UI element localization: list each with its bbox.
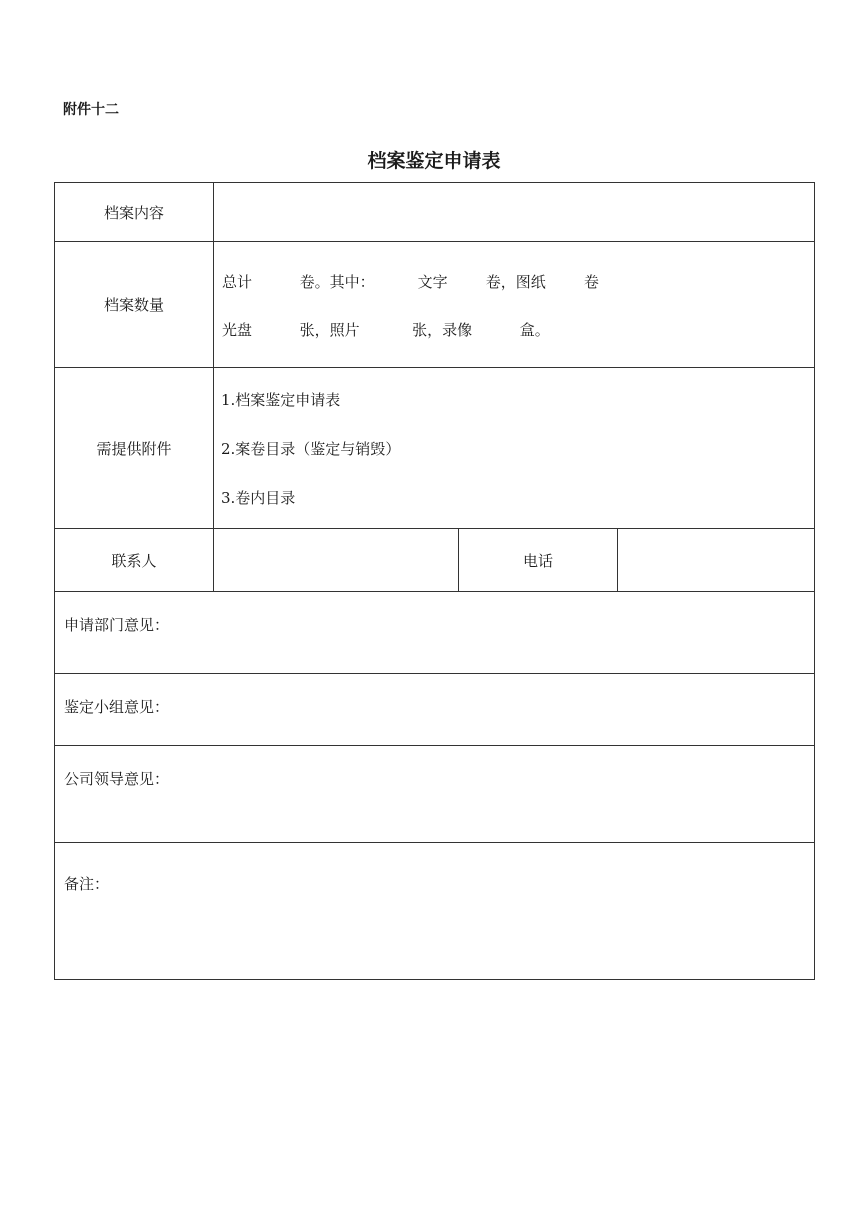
attachment-item: 3.卷内目录 bbox=[221, 489, 296, 507]
phone-label: 电话 bbox=[459, 529, 618, 591]
dept-opinion-label: 申请部门意见： bbox=[64, 616, 170, 634]
form-title: 档案鉴定申请表 bbox=[367, 150, 501, 172]
row-contact bbox=[55, 529, 814, 592]
attachment-label: 附件十二 bbox=[63, 102, 119, 118]
attachments-list bbox=[214, 368, 814, 528]
attachments-label: 需提供附件 bbox=[55, 368, 214, 528]
quantity-line-2: 光盘 张，照片 张，录像 盒。 bbox=[222, 321, 550, 339]
phone-field[interactable] bbox=[618, 529, 814, 591]
attachment-item: 2.案卷目录（鉴定与销毁） bbox=[221, 440, 401, 458]
row-content bbox=[55, 183, 814, 242]
contact-label: 联系人 bbox=[55, 529, 214, 591]
application-form-table bbox=[54, 182, 815, 980]
quantity-line-1: 总计 卷。其中： 文字 卷，图纸 卷 bbox=[222, 273, 599, 291]
row-attachments bbox=[55, 368, 814, 529]
quantity-field[interactable] bbox=[214, 242, 814, 367]
attachment-item: 1.档案鉴定申请表 bbox=[221, 391, 341, 409]
contact-field[interactable] bbox=[214, 529, 459, 591]
content-label: 档案内容 bbox=[55, 183, 214, 241]
row-dept-opinion[interactable] bbox=[55, 592, 814, 674]
row-group-opinion[interactable] bbox=[55, 674, 814, 746]
group-opinion-label: 鉴定小组意见： bbox=[64, 698, 170, 716]
content-field[interactable] bbox=[214, 183, 814, 241]
remarks-label: 备注： bbox=[64, 875, 110, 893]
leader-opinion-label: 公司领导意见： bbox=[64, 770, 170, 788]
row-quantity bbox=[55, 242, 814, 368]
row-remarks[interactable] bbox=[55, 843, 814, 979]
row-leader-opinion[interactable] bbox=[55, 746, 814, 843]
quantity-label: 档案数量 bbox=[55, 242, 214, 367]
